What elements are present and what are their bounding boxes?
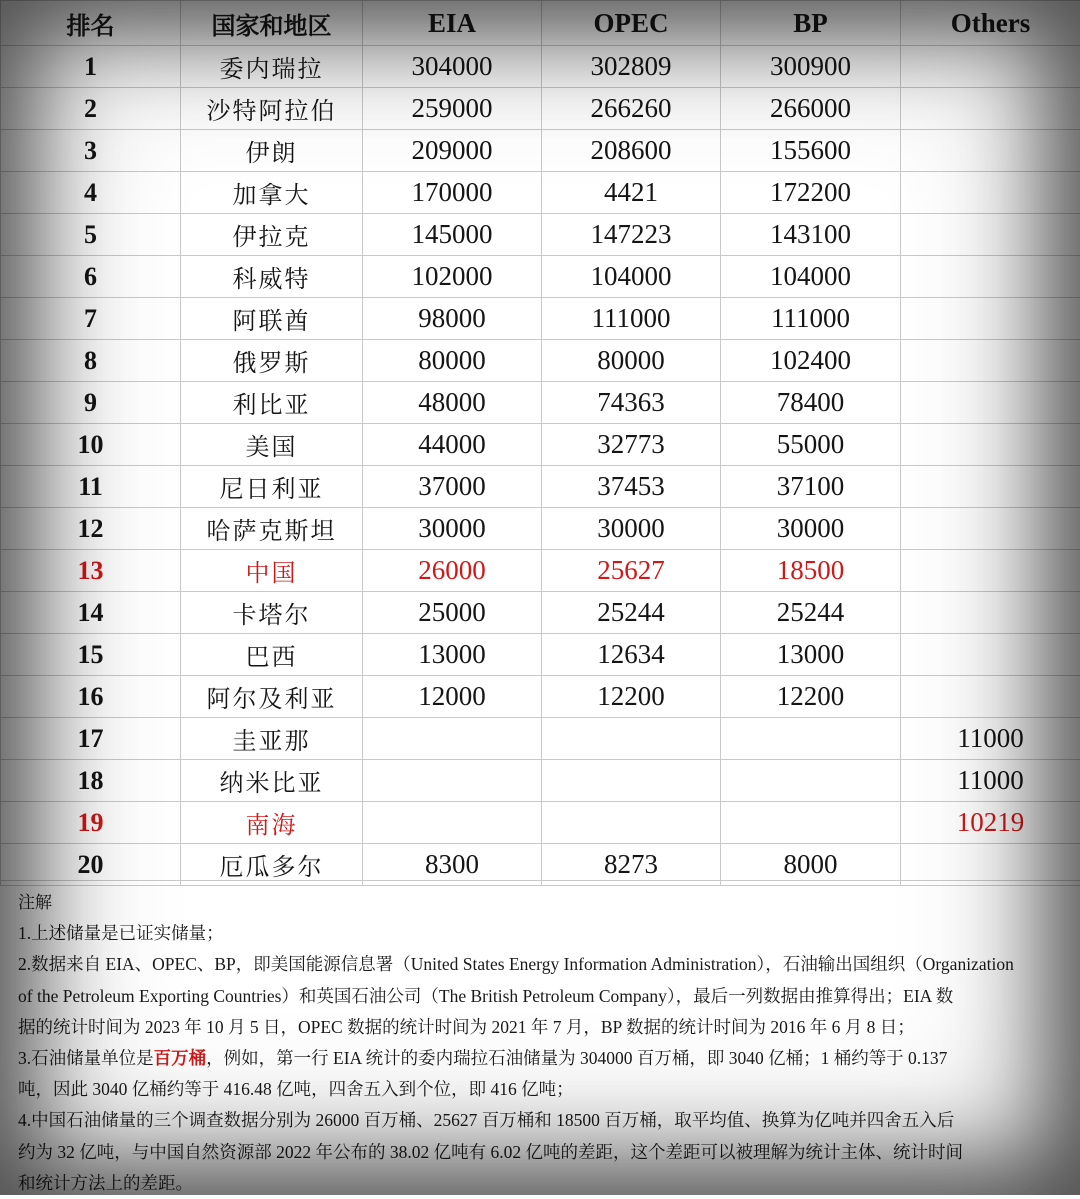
cell-eia: 145000 <box>363 214 542 256</box>
cell-rank: 7 <box>1 298 181 340</box>
cell-eia: 209000 <box>363 130 542 172</box>
cell-country: 中国 <box>181 550 363 592</box>
table-body <box>1 46 1080 886</box>
cell-opec: 25244 <box>542 592 721 634</box>
cell-country: 厄瓜多尔 <box>181 844 363 886</box>
cell-country: 委内瑞拉 <box>181 46 363 88</box>
cell-opec: 37453 <box>542 466 721 508</box>
cell-rank: 1 <box>1 46 181 88</box>
note-line: 据的统计时间为 2023 年 10 月 5 日，OPEC 数据的统计时间为 2021 年 7 月，BP 数据的统计时间为 2016 年 6 月 8 日； <box>18 1012 1070 1043</box>
cell-rank: 11 <box>1 466 181 508</box>
cell-opec: 302809 <box>542 46 721 88</box>
cell-country: 南海 <box>181 802 363 844</box>
cell-bp: 55000 <box>721 424 901 466</box>
cell-others <box>901 508 1080 550</box>
cell-eia: 26000 <box>363 550 542 592</box>
cell-opec: 12634 <box>542 634 721 676</box>
cell-country: 哈萨克斯坦 <box>181 508 363 550</box>
cell-opec <box>542 718 721 760</box>
cell-bp: 8000 <box>721 844 901 886</box>
cell-rank: 2 <box>1 88 181 130</box>
table-row <box>1 718 1080 760</box>
header-others: Others <box>901 1 1080 46</box>
cell-country: 美国 <box>181 424 363 466</box>
cell-others <box>901 466 1080 508</box>
note-line: 和统计方法上的差距。 <box>18 1168 1070 1199</box>
cell-rank: 6 <box>1 256 181 298</box>
cell-bp: 143100 <box>721 214 901 256</box>
cell-country: 卡塔尔 <box>181 592 363 634</box>
table-row <box>1 466 1080 508</box>
cell-bp: 266000 <box>721 88 901 130</box>
cell-eia: 13000 <box>363 634 542 676</box>
cell-others <box>901 46 1080 88</box>
cell-others <box>901 256 1080 298</box>
cell-bp: 13000 <box>721 634 901 676</box>
cell-eia: 30000 <box>363 508 542 550</box>
cell-bp: 104000 <box>721 256 901 298</box>
table-row <box>1 424 1080 466</box>
cell-opec: 111000 <box>542 298 721 340</box>
cell-country: 阿联酋 <box>181 298 363 340</box>
note-line: 吨，因此 3040 亿桶约等于 416.48 亿吨，四舍五入到个位，即 416 亿吨； <box>18 1074 1070 1105</box>
cell-rank: 18 <box>1 760 181 802</box>
cell-rank: 4 <box>1 172 181 214</box>
cell-country: 阿尔及利亚 <box>181 676 363 718</box>
cell-opec: 32773 <box>542 424 721 466</box>
cell-eia <box>363 802 542 844</box>
cell-others: 11000 <box>901 718 1080 760</box>
cell-rank: 10 <box>1 424 181 466</box>
cell-eia: 37000 <box>363 466 542 508</box>
note-line: 1.上述储量是已证实储量； <box>18 918 1070 949</box>
cell-opec: 74363 <box>542 382 721 424</box>
unit-highlight: 百万桶 <box>154 1048 207 1068</box>
cell-opec: 30000 <box>542 508 721 550</box>
cell-rank: 8 <box>1 340 181 382</box>
cell-eia: 44000 <box>363 424 542 466</box>
cell-eia: 170000 <box>363 172 542 214</box>
table-row <box>1 382 1080 424</box>
note-text: 3.石油储量单位是 <box>18 1048 154 1068</box>
cell-rank: 5 <box>1 214 181 256</box>
cell-rank: 19 <box>1 802 181 844</box>
cell-rank: 13 <box>1 550 181 592</box>
cell-bp: 111000 <box>721 298 901 340</box>
cell-bp: 300900 <box>721 46 901 88</box>
cell-country: 沙特阿拉伯 <box>181 88 363 130</box>
cell-bp: 155600 <box>721 130 901 172</box>
cell-rank: 12 <box>1 508 181 550</box>
cell-bp <box>721 718 901 760</box>
cell-rank: 3 <box>1 130 181 172</box>
table-row <box>1 802 1080 844</box>
cell-opec: 25627 <box>542 550 721 592</box>
cell-eia: 25000 <box>363 592 542 634</box>
note-line: 约为 32 亿吨，与中国自然资源部 2022 年公布的 38.02 亿吨有 6.02 亿吨的差距，这个差距可以被理解为统计主体、统计时间 <box>18 1137 1070 1168</box>
cell-eia <box>363 718 542 760</box>
cell-bp: 25244 <box>721 592 901 634</box>
cell-others: 10219 <box>901 802 1080 844</box>
cell-others <box>901 424 1080 466</box>
table-row <box>1 298 1080 340</box>
note-line <box>18 1043 1070 1074</box>
cell-opec: 266260 <box>542 88 721 130</box>
cell-bp: 37100 <box>721 466 901 508</box>
cell-eia: 304000 <box>363 46 542 88</box>
cell-opec: 8273 <box>542 844 721 886</box>
cell-opec: 104000 <box>542 256 721 298</box>
note-line: 2.数据来自 EIA、OPEC、BP，即美国能源信息署（United States Energy Information Administration），石油输出国组织（Organization <box>18 949 1070 980</box>
cell-rank: 9 <box>1 382 181 424</box>
cell-country: 利比亚 <box>181 382 363 424</box>
cell-country: 伊拉克 <box>181 214 363 256</box>
cell-others <box>901 298 1080 340</box>
cell-country: 圭亚那 <box>181 718 363 760</box>
cell-rank: 14 <box>1 592 181 634</box>
cell-country: 纳米比亚 <box>181 760 363 802</box>
notes-title: 注解 <box>18 887 1070 918</box>
cell-opec: 208600 <box>542 130 721 172</box>
cell-others <box>901 172 1080 214</box>
header-eia: EIA <box>363 1 542 46</box>
cell-eia: 102000 <box>363 256 542 298</box>
header-country: 国家和地区 <box>181 1 363 46</box>
cell-country: 伊朗 <box>181 130 363 172</box>
cell-opec: 12200 <box>542 676 721 718</box>
table-row <box>1 550 1080 592</box>
cell-bp: 18500 <box>721 550 901 592</box>
cell-others <box>901 340 1080 382</box>
cell-others <box>901 214 1080 256</box>
table-row <box>1 760 1080 802</box>
cell-opec <box>542 760 721 802</box>
cell-bp: 12200 <box>721 676 901 718</box>
header-rank: 排名 <box>1 1 181 46</box>
table-row <box>1 172 1080 214</box>
cell-others <box>901 382 1080 424</box>
cell-bp: 172200 <box>721 172 901 214</box>
cell-others <box>901 550 1080 592</box>
cell-bp: 102400 <box>721 340 901 382</box>
cell-eia: 8300 <box>363 844 542 886</box>
note-text: ，例如，第一行 EIA 统计的委内瑞拉石油储量为 304000 百万桶，即 3040 亿桶；1 桶约等于 0.137 <box>206 1048 947 1068</box>
table-row <box>1 130 1080 172</box>
cell-rank: 15 <box>1 634 181 676</box>
cell-opec: 80000 <box>542 340 721 382</box>
cell-bp <box>721 802 901 844</box>
cell-opec: 4421 <box>542 172 721 214</box>
table-row <box>1 46 1080 88</box>
table-row <box>1 256 1080 298</box>
table-row <box>1 592 1080 634</box>
cell-country: 俄罗斯 <box>181 340 363 382</box>
cell-others <box>901 130 1080 172</box>
table-row <box>1 508 1080 550</box>
note-line: of the Petroleum Exporting Countries）和英国石油公司（The British Petroleum Company），最后一列数据由推算得出；EIA 数 <box>18 981 1070 1012</box>
cell-others <box>901 88 1080 130</box>
cell-eia: 80000 <box>363 340 542 382</box>
cell-others <box>901 676 1080 718</box>
cell-eia: 12000 <box>363 676 542 718</box>
cell-eia: 98000 <box>363 298 542 340</box>
cell-eia <box>363 760 542 802</box>
cell-rank: 17 <box>1 718 181 760</box>
cell-opec <box>542 802 721 844</box>
cell-others <box>901 634 1080 676</box>
table-row <box>1 676 1080 718</box>
header-row <box>1 1 1080 46</box>
table-row <box>1 634 1080 676</box>
cell-bp <box>721 760 901 802</box>
cell-eia: 48000 <box>363 382 542 424</box>
notes-section <box>0 880 1080 1195</box>
cell-others <box>901 592 1080 634</box>
header-bp: BP <box>721 1 901 46</box>
table-row <box>1 88 1080 130</box>
cell-rank: 16 <box>1 676 181 718</box>
header-opec: OPEC <box>542 1 721 46</box>
cell-others: 11000 <box>901 760 1080 802</box>
cell-country: 科威特 <box>181 256 363 298</box>
cell-bp: 30000 <box>721 508 901 550</box>
table-row <box>1 214 1080 256</box>
cell-opec: 147223 <box>542 214 721 256</box>
cell-country: 尼日利亚 <box>181 466 363 508</box>
cell-rank: 20 <box>1 844 181 886</box>
cell-country: 巴西 <box>181 634 363 676</box>
note-line: 4.中国石油储量的三个调查数据分别为 26000 百万桶、25627 百万桶和 18500 百万桶，取平均值、换算为亿吨并四舍五入后 <box>18 1105 1070 1136</box>
cell-bp: 78400 <box>721 382 901 424</box>
cell-country: 加拿大 <box>181 172 363 214</box>
cell-eia: 259000 <box>363 88 542 130</box>
table-row <box>1 340 1080 382</box>
